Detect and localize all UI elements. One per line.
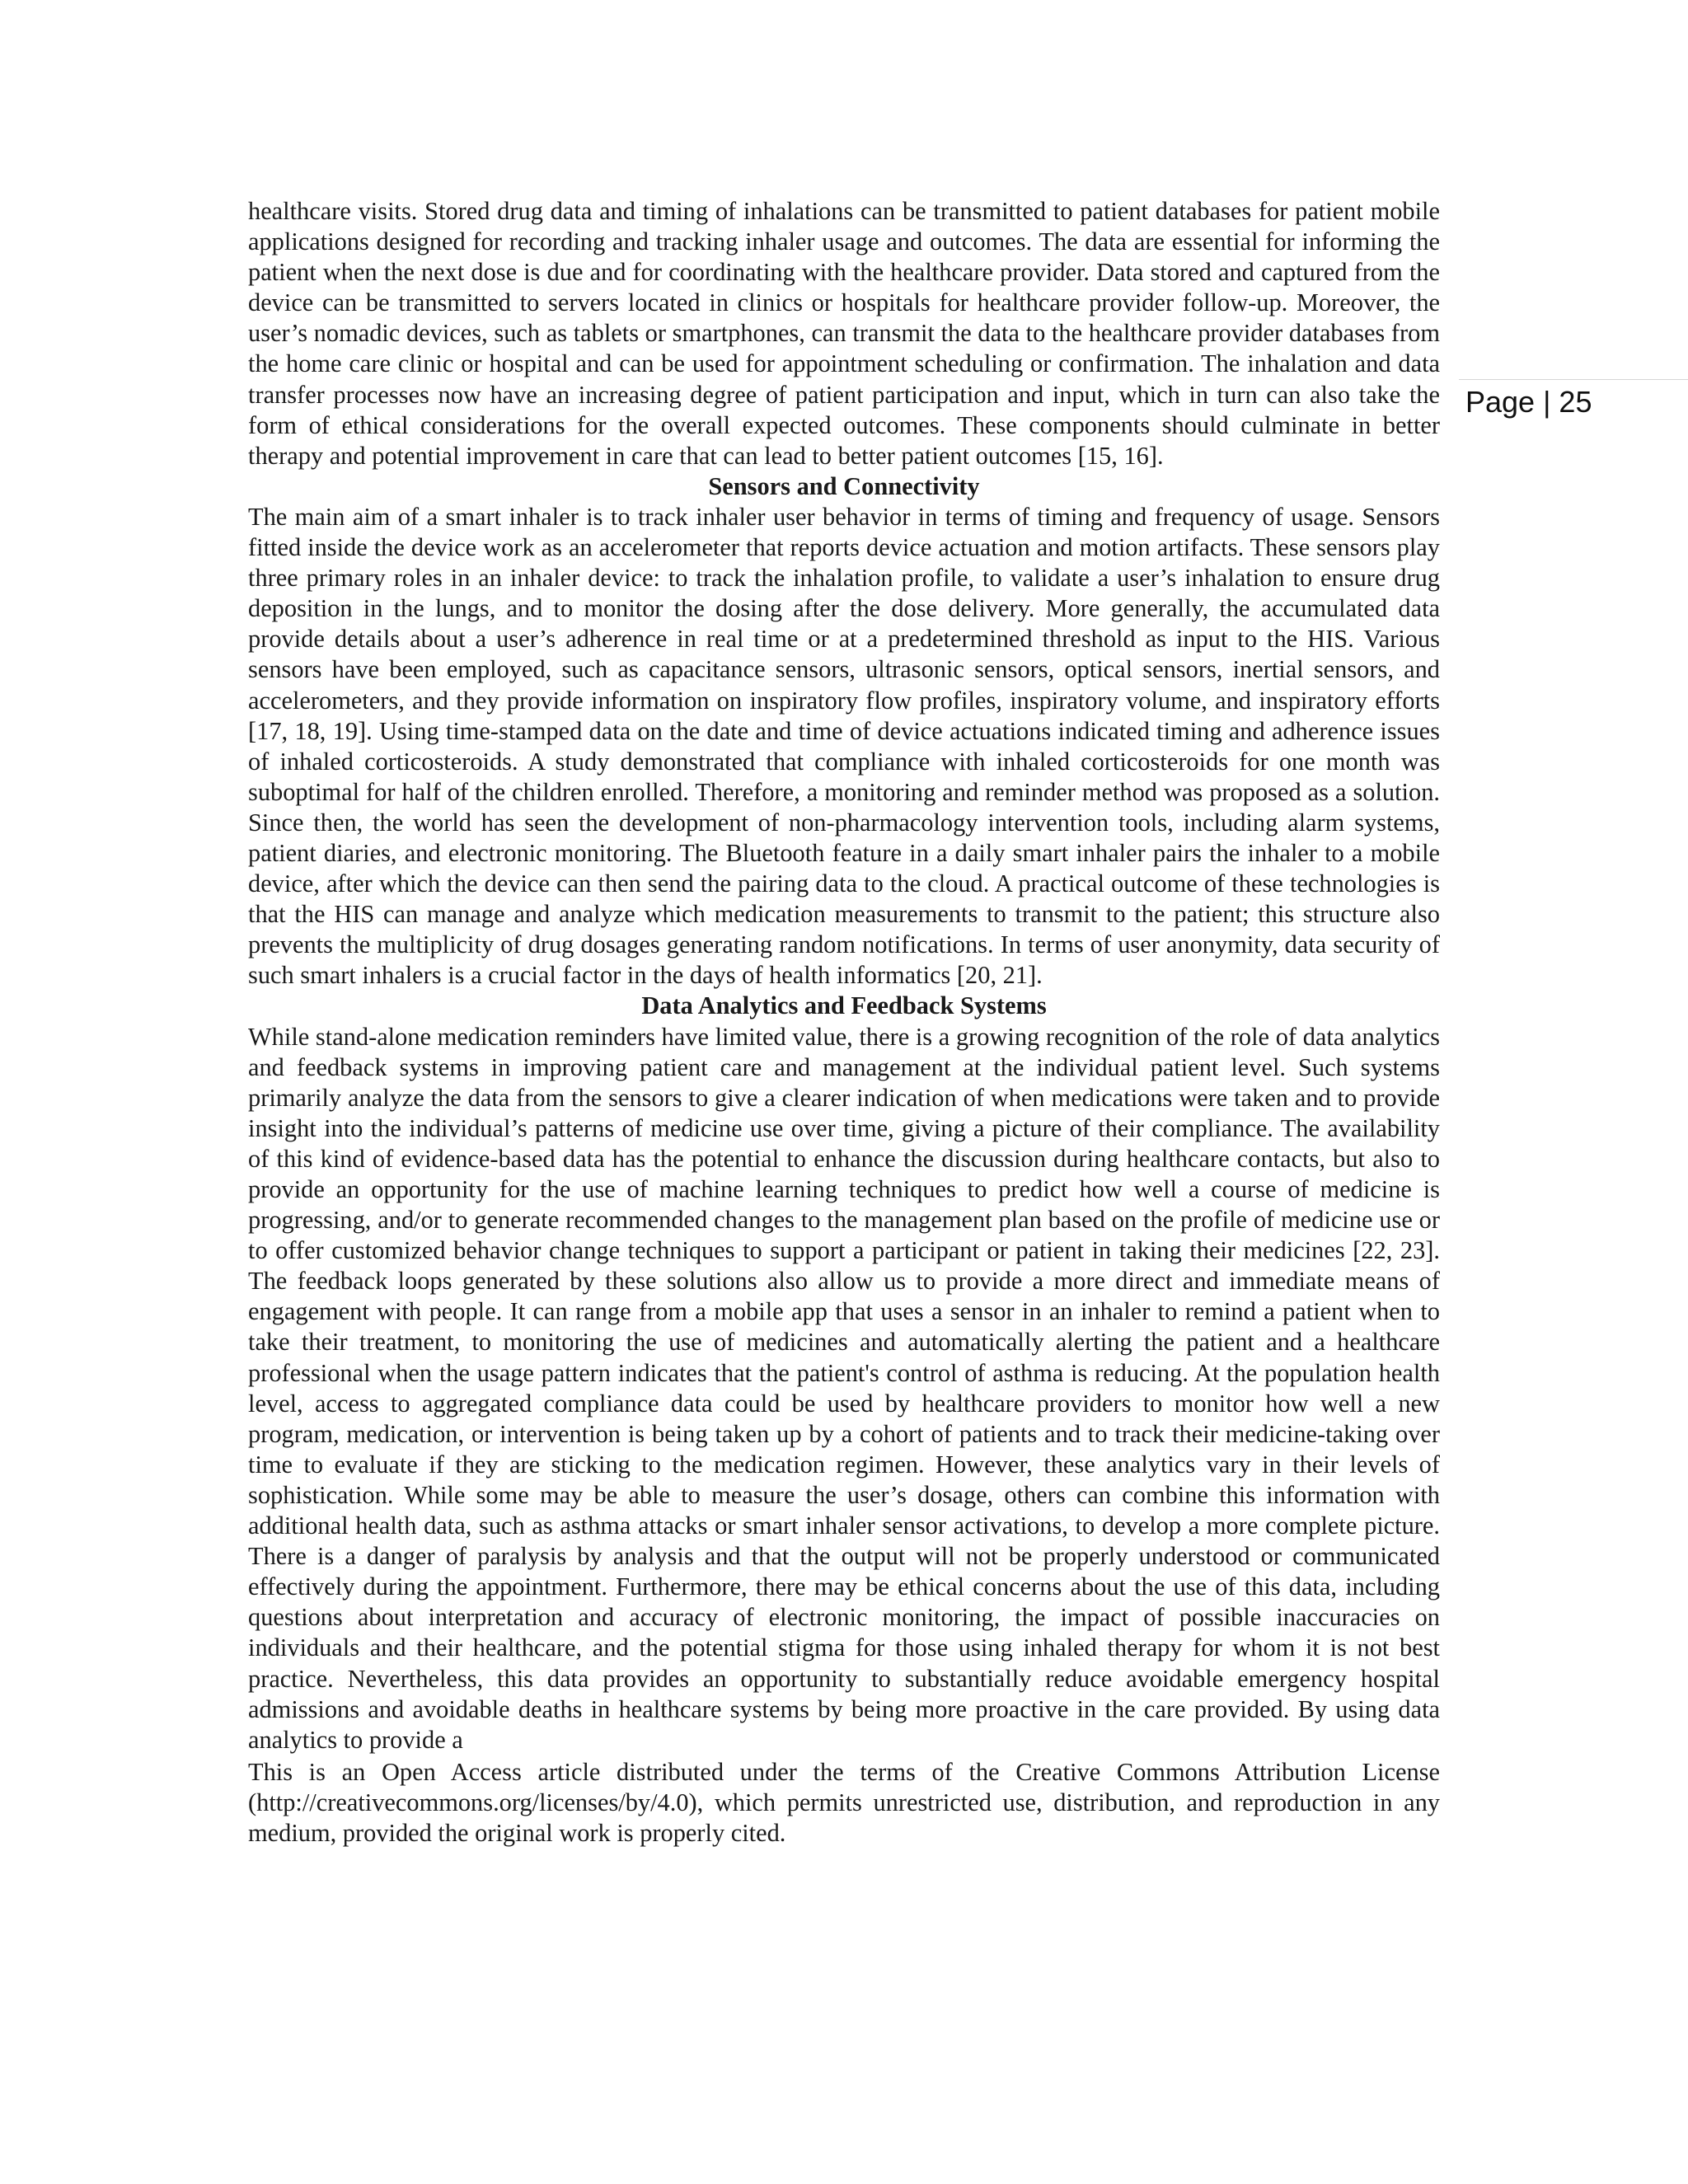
section-heading-analytics: Data Analytics and Feedback Systems — [641, 991, 1047, 1020]
page-number-rule — [1459, 379, 1688, 380]
section-heading-sensors: Sensors and Connectivity — [708, 471, 980, 500]
article-body — [248, 196, 1440, 1849]
sensors-paragraph: The main aim of a smart inhaler is to track inhaler user behavior in terms of timing and frequency of usage. Sensors fitted inside the device work as an accelerometer that reports device actuation and motion artifacts. These sensors play three primary roles in an inhaler device: to track the inhalation profile, to validate a user’s inhalation to ensure drug deposition in the lungs, and to monitor the dosing after the dose delivery. More generally, the accumulated data provide details about a user’s adherence in real time or at a predetermined threshold as input to the HIS. Various sensors have been employed, such as capacitance sensors, ultrasonic sensors, optical sensors, inertial sensors, and accelerometers, and they provide information on inspiratory flow profiles, inspiratory volume, and inspiratory efforts [17, 18, 19]. Using time-stamped data on the date and time of device actuations indicated timing and adherence issues of inhaled corticosteroids. A study demonstrated that compliance with inhaled corticosteroids for one month was suboptimal for half of the children enrolled. Therefore, a monitoring and reminder method was proposed as a solution. Since then, the world has seen the development of non-pharmacology intervention tools, including alarm systems, patient diaries, and electronic monitoring. The Bluetooth feature in a daily smart inhaler pairs the inhaler to a mobile device, after which the device can then send the pairing data to the cloud. A practical outcome of these technologies is that the HIS can manage and analyze which medication measurements to transmit to the patient; this structure also prevents the multiplicity of drug dosages generating random notifications. In terms of user anonymity, data security of such smart inhalers is a crucial factor in the days of health informatics [20, 21]. — [248, 502, 1440, 990]
license-notice: This is an Open Access article distributed under the terms of the Creative Commons Attribution License (http://creativecommons.org/licenses/by/4.0), which permits unrestricted use, distribution, and reproduction in any medium, provided the original work is properly cited. — [248, 1757, 1440, 1847]
intro-paragraph: healthcare visits. Stored drug data and timing of inhalations can be transmitted to patient databases for patient mobile applications designed for recording and tracking inhaler usage and outcomes. The data are essential for informing the patient when the next dose is due and for coordinating with the healthcare provider. Data stored and captured from the device can be transmitted to servers located in clinics or hospitals for healthcare provider follow-up. Moreover, the user’s nomadic devices, such as tablets or smartphones, can transmit the data to the healthcare provider databases from the home care clinic or hospital and can be used for appointment scheduling or confirmation. The inhalation and data transfer processes now have an increasing degree of patient participation and input, which in turn can also take the form of ethical considerations for the overall expected outcomes. These components should culminate in better therapy and potential improvement in care that can lead to better patient outcomes [15, 16]. — [248, 197, 1440, 470]
page-number: Page | 25 — [1465, 385, 1592, 419]
analytics-paragraph: While stand-alone medication reminders have limited value, there is a growing recognition of the role of data analytics and feedback systems in improving patient care and management at the individual patient level. Such systems primarily analyze the data from the sensors to give a clearer indication of when medications were taken and to provide insight into the individual’s patterns of medicine use over time, giving a picture of their compliance. The availability of this kind of evidence-based data has the potential to enhance the discussion during healthcare contacts, but also to provide an opportunity for the use of machine learning techniques to predict how well a course of medicine is progressing, and/or to generate recommended changes to the management plan based on the profile of medicine use or to offer customized behavior change techniques to support a participant or patient in taking their medicines [22, 23]. The feedback loops generated by these solutions also allow us to provide a more direct and immediate means of engagement with people. It can range from a mobile app that uses a sensor in an inhaler to remind a patient when to take their treatment, to monitoring the use of medicines and automatically alerting the patient and a healthcare professional when the usage pattern indicates that the patient's control of asthma is reducing. At the population health level, access to aggregated compliance data could be used by healthcare providers to monitor how well a new program, medication, or intervention is being taken up by a cohort of patients and to track their medicine-taking over time to evaluate if they are sticking to the medication regimen. However, these analytics vary in their levels of sophistication. While some may be able to measure the user’s dosage, others can combine this information with additional health data, such as asthma attacks or smart inhaler sensor activations, to develop a more complete picture. There is a danger of paralysis by analysis and that the output will not be properly understood or communicated effectively during the appointment. Furthermore, there may be ethical concerns about the use of this data, including questions about interpretation and accuracy of electronic monitoring, the impact of possible inaccuracies on individuals and their healthcare, and the potential stigma for those using inhaled therapy for whom it is not best practice. Nevertheless, this data provides an opportunity to substantially reduce avoidable emergency hospital admissions and avoidable deaths in healthcare systems by being more proactive in the care provided. By using data analytics to provide a — [248, 1022, 1440, 1754]
